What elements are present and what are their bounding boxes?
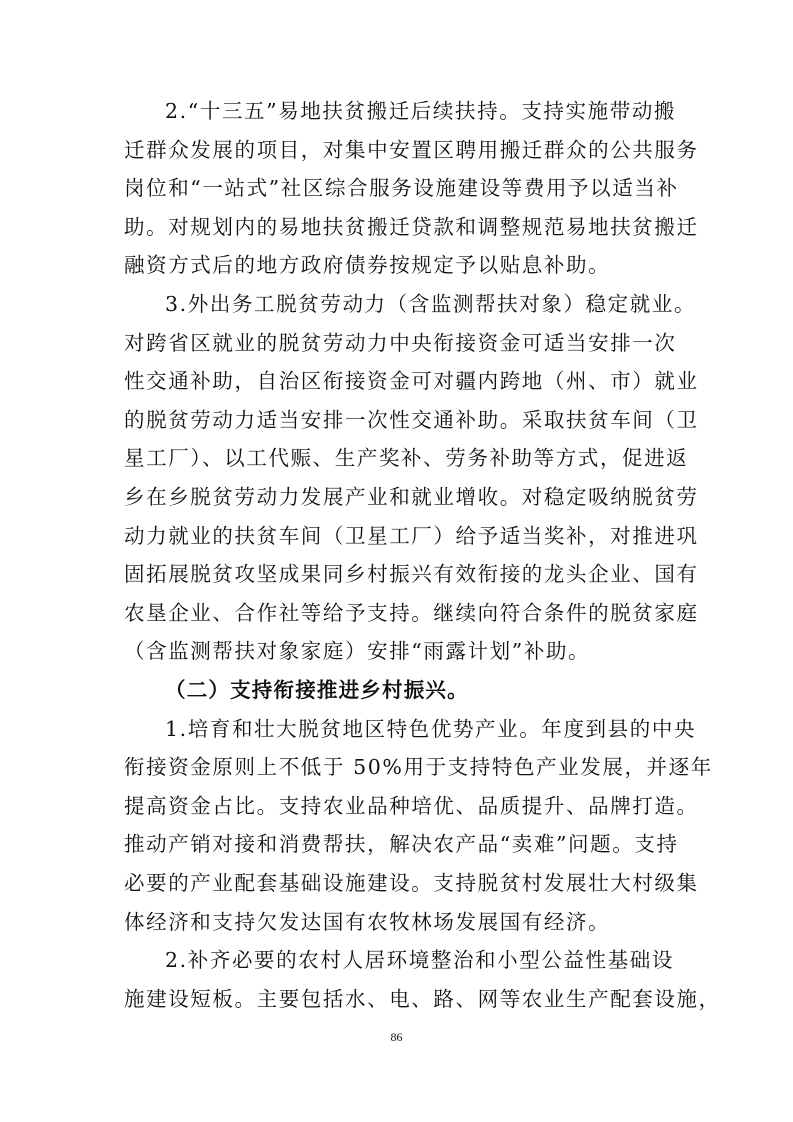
paragraph-line: 迁群众发展的项目，对集中安置区聘用搬迁群众的公共服务 bbox=[124, 138, 699, 162]
paragraph-line: （含监测帮扶对象家庭）安排“雨露计划”补助。 bbox=[124, 639, 591, 663]
paragraph-line: 必要的产业配套基础设施建设。支持脱贫村发展壮大村级集 bbox=[124, 871, 699, 895]
paragraph-line: 对跨省区就业的脱贫劳动力中央衔接资金可适当安排一次 bbox=[124, 331, 677, 355]
paragraph-line: 3.外出务工脱贫劳动力（含监测帮扶对象）稳定就业。 bbox=[165, 292, 697, 316]
paragraph-line: 星工厂）、以工代赈、生产奖补、劳务补助等方式，促进返 bbox=[124, 446, 689, 470]
paragraph-line: 农垦企业、合作社等给予支持。继续向符合条件的脱贫家庭 bbox=[124, 601, 699, 625]
paragraph-line: 的脱贫劳动力适当安排一次性交通补助。采取扶贫车间（卫 bbox=[124, 408, 699, 432]
paragraph-line: 施建设短板。主要包括水、电、路、网等农业生产配套设施， bbox=[124, 987, 721, 1011]
paragraph-line: 固拓展脱贫攻坚成果同乡村振兴有效衔接的龙头企业、国有 bbox=[124, 562, 699, 586]
page-number: 86 bbox=[390, 1030, 403, 1044]
paragraph-line: 乡在乡脱贫劳动力发展产业和就业增收。对稳定吸纳脱贫劳 bbox=[124, 485, 699, 509]
section-heading: （二）支持衔接推进乡村振兴。 bbox=[165, 678, 469, 702]
paragraph-line: 性交通补助，自治区衔接资金可对疆内跨地（州、市）就业 bbox=[124, 369, 699, 393]
paragraph-line: 体经济和支持欠发达国有农牧林场发展国有经济。 bbox=[124, 910, 611, 934]
paragraph-line: 衔接资金原则上不低于 50%用于支持特色产业发展，并逐年 bbox=[124, 755, 713, 779]
paragraph-line: 动力就业的扶贫车间（卫星工厂）给予适当奖补，对推进巩 bbox=[124, 524, 699, 548]
paragraph-line: 推动产销对接和消费帮扶，解决农产品“卖难”问题。支持 bbox=[124, 832, 679, 856]
paragraph-line: 2.补齐必要的农村人居环境整治和小型公益性基础设 bbox=[165, 948, 674, 972]
paragraph-line: 1.培育和壮大脱贫地区特色优势产业。年度到县的中央 bbox=[165, 717, 697, 741]
paragraph-line: 助。对规划内的易地扶贫搬迁贷款和调整规范易地扶贫搬迁 bbox=[124, 215, 699, 239]
paragraph-line: 提高资金占比。支持农业品种培优、品质提升、品牌打造。 bbox=[124, 794, 699, 818]
paragraph-line: 岗位和“一站式”社区综合服务设施建设等费用予以适当补 bbox=[124, 176, 679, 200]
paragraph-line: 融资方式后的地方政府债券按规定予以贴息补助。 bbox=[124, 253, 611, 277]
paragraph-line: 2.“十三五”易地扶贫搬迁后续扶持。支持实施带动搬 bbox=[165, 99, 677, 123]
